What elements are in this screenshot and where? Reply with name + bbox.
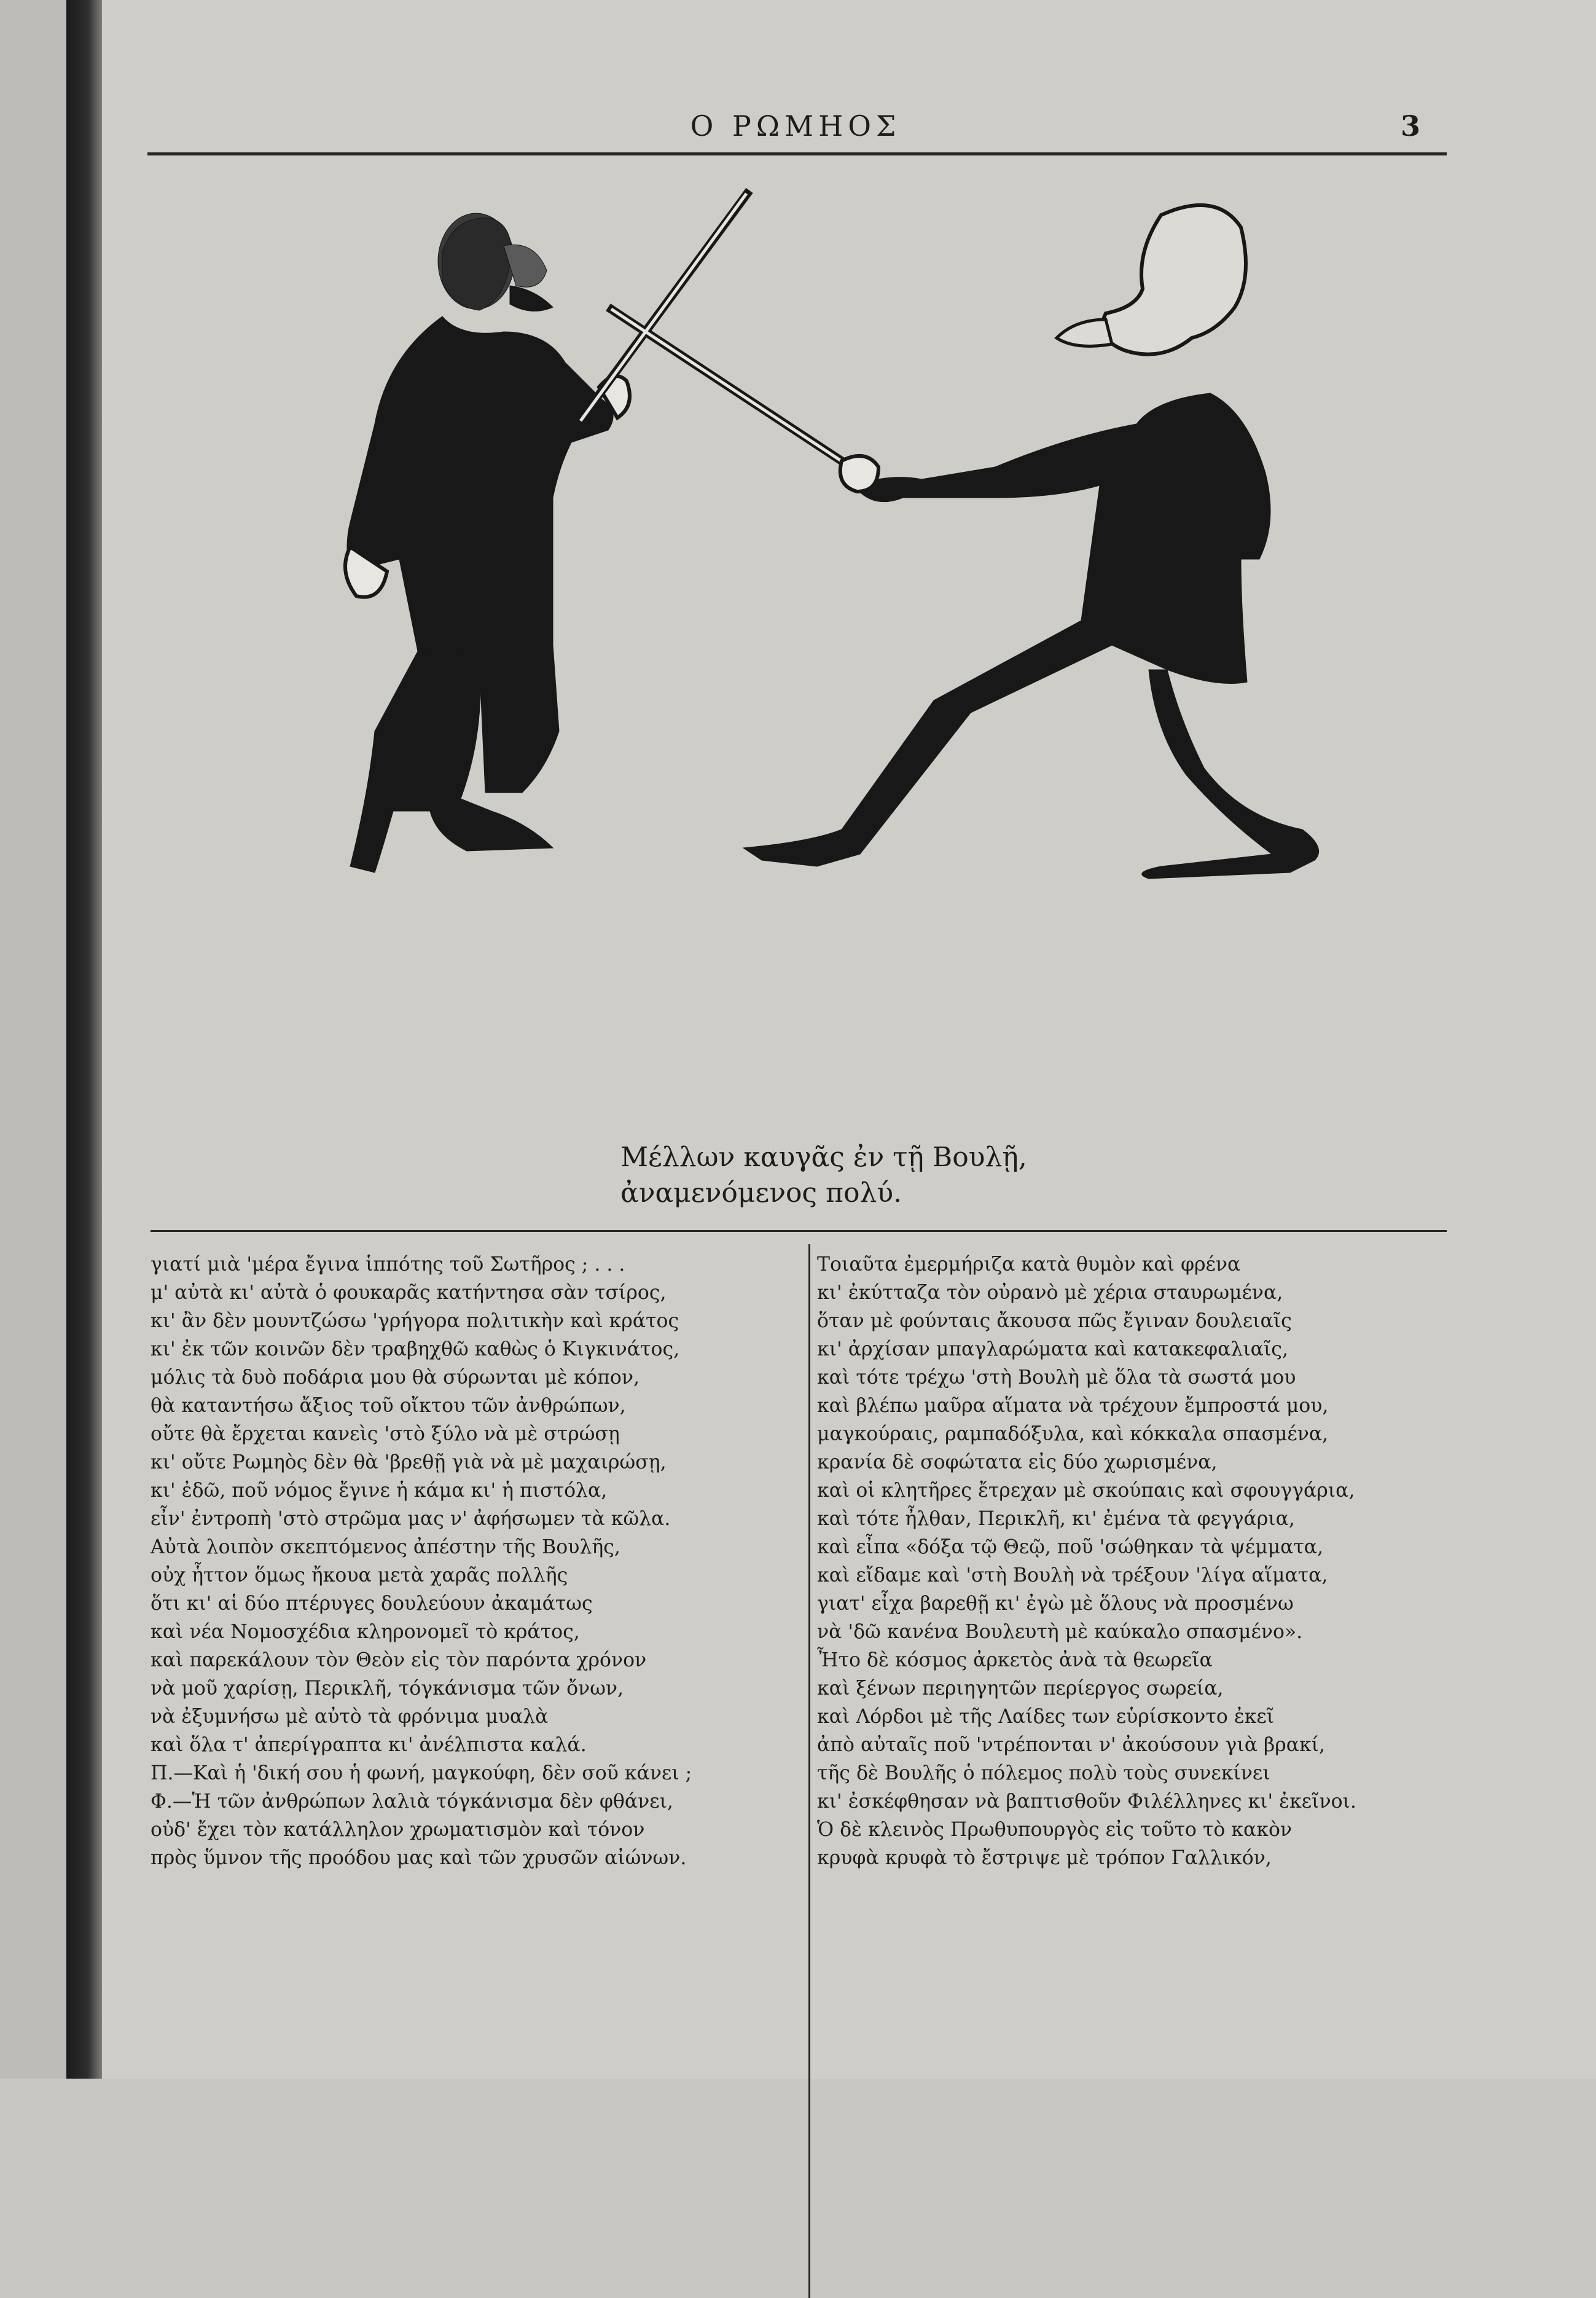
verse-line: τῆς δὲ Βουλῆς ὁ πόλεμος πολὺ τοὺς συνεκίνει — [817, 1762, 1270, 1784]
verse-line: καὶ βλέπω μαῦρα αἵματα νὰ τρέχουν ἔμπροστά μου, — [817, 1395, 1329, 1417]
right-text-column — [817, 1250, 1456, 1872]
verse-line: νὰ ἐξυμνήσω μὲ αὐτὸ τὰ φρόνιμα μυαλὰ — [151, 1706, 549, 1728]
verse-line: ἀπὸ αὐταῖς ποῦ 'ντρέπονται ν' ἀκούσουν γιὰ βρακί, — [817, 1734, 1326, 1756]
verse-line: κι' οὔτε Ρωμηὸς δὲν θὰ 'βρεθῇ γιὰ νὰ μὲ μαχαιρώσῃ, — [151, 1451, 667, 1473]
facing-page-edge — [0, 0, 68, 2079]
verse-line: γιατί μιὰ 'μέρα ἔγινα ἱππότης τοῦ Σωτῆρος ; . . . — [151, 1253, 625, 1276]
verse-line: θὰ καταντήσω ἄξιος τοῦ οἴκτου τῶν ἀνθρώπων, — [151, 1395, 626, 1417]
verse-line: Τοιαῦτα ἐμερμήριζα κατὰ θυμὸν καὶ φρένα — [817, 1253, 1241, 1276]
verse-line: εἶν' ἐντροπὴ 'στὸ στρῶμα μας ν' ἀφήσωμεν τὰ κῶλα. — [151, 1508, 671, 1530]
verse-line: καὶ ὅλα τ' ἀπερίγραπτα κι' ἀνέλπιστα καλά. — [151, 1734, 587, 1756]
verse-line: ὅταν μὲ φούνταις ἄκουσα πῶς ἔγιναν δουλειαῖς — [817, 1310, 1292, 1332]
verse-line: καὶ εἴδαμε καὶ 'στὴ Βουλὴ νὰ τρέξουν 'λίγα αἵματα, — [817, 1564, 1328, 1586]
verse-line: οὐδ' ἔχει τὸν κατάλληλον χρωματισμὸν καὶ τόνον — [151, 1819, 645, 1841]
verse-line: οὐχ ἧττον ὅμως ἤκουα μετὰ χαρᾶς πολλῆς — [151, 1564, 568, 1586]
verse-line: γιατ' εἶχα βαρεθῇ κι' ἐγὼ μὲ ὅλους νὰ προσμένω — [817, 1593, 1294, 1615]
verse-line: καὶ τότε τρέχω 'στὴ Βουλὴ μὲ ὅλα τὰ σωστά μου — [817, 1367, 1296, 1389]
book-binding-shadow — [66, 0, 102, 2079]
verse-line: μόλις τὰ δυὸ ποδάρια μου θὰ σύρωνται μὲ κόπον, — [151, 1367, 640, 1389]
verse-line: κρυφὰ κρυφὰ τὸ ἔστριψε μὲ τρόπον Γαλλικόν, — [817, 1847, 1272, 1869]
verse-line: Π.—Καὶ ἡ 'δική σου ἡ φωνή, μαγκούφη, δὲν σοῦ κάνει ; — [151, 1762, 692, 1784]
verse-line: κι' ἀρχίσαν μπαγλαρώματα καὶ κατακεφαλιαῖς, — [817, 1338, 1288, 1360]
right-figure-caricature — [743, 205, 1319, 879]
masthead-title: Ο ΡΩΜΗΟΣ — [690, 109, 901, 143]
column-divider — [808, 1244, 810, 2298]
verse-line: καὶ εἶπα «δόξα τῷ Θεῷ, ποῦ 'σώθηκαν τὰ ψέμματα, — [817, 1536, 1324, 1558]
page-number: 3 — [1401, 109, 1421, 143]
verse-line: κι' ἐδῶ, ποῦ νόμος ἔγινε ἡ κάμα κι' ἡ πιστόλα, — [151, 1480, 608, 1502]
left-figure-caricature — [345, 213, 630, 873]
verse-line: μαγκούραις, ραμπαδόξυλα, καὶ κόκκαλα σπασμένα, — [817, 1423, 1329, 1445]
illustration-caption — [620, 1140, 1087, 1211]
left-text-column — [151, 1250, 799, 1872]
verse-line: καὶ Λόρδοι μὲ τῆς Λαίδες των εὑρίσκοντο ἐκεῖ — [817, 1706, 1275, 1728]
verse-line: νὰ μοῦ χαρίσῃ, Περικλῆ, τόγκάνισμα τῶν ὄνων, — [151, 1677, 624, 1700]
verse-line: ὅτι κι' αἱ δύο πτέρυγες δουλεύουν ἀκαμάτως — [151, 1593, 593, 1615]
verse-line: καὶ παρεκάλουν τὸν Θεὸν εἰς τὸν παρόντα χρόνον — [151, 1649, 647, 1671]
verse-line: οὔτε θὰ ἔρχεται κανεὶς 'στὸ ξύλο νὰ μὲ στρώσῃ — [151, 1423, 620, 1445]
verse-line: Φ.—Ἡ τῶν ἀνθρώπων λαλιὰ τόγκάνισμα δὲν φθάνει, — [151, 1790, 673, 1813]
verse-line: καὶ οἱ κλητῆρες ἔτρεχαν μὲ σκούπαις καὶ σφουγγάρια, — [817, 1480, 1355, 1502]
verse-line: κι' ἐσκέφθησαν νὰ βαπτισθοῦν Φιλέλληνες κι' ἐκεῖνοι. — [817, 1790, 1356, 1813]
verse-line: καὶ ξένων περιηγητῶν περίεργος σωρεία, — [817, 1677, 1224, 1700]
caption-line-2: ἀναμενόμενος πολύ. — [620, 1177, 902, 1209]
section-rule — [151, 1230, 1447, 1232]
caricature-illustration — [258, 178, 1364, 1106]
verse-line: Ὁ δὲ κλεινὸς Πρωθυπουργὸς εἰς τοῦτο τὸ κακὸν — [817, 1819, 1293, 1841]
verse-line: καὶ τότε ἦλθαν, Περικλῆ, κι' ἐμένα τὰ φεγγάρια, — [817, 1508, 1295, 1530]
verse-line: κρανία δὲ σοφώτατα εἰς δύο χωρισμένα, — [817, 1451, 1218, 1473]
verse-line: καὶ νέα Νομοσχέδια κληρονομεῖ τὸ κράτος, — [151, 1621, 580, 1643]
verse-line: Ἦτο δὲ κόσμος ἀρκετὸς ἀνὰ τὰ θεωρεῖα — [817, 1649, 1213, 1671]
verse-line: Αὐτὰ λοιπὸν σκεπτόμενος ἀπέστην τῆς Βουλῆς, — [151, 1536, 620, 1558]
verse-line: κι' ἐκ τῶν κοινῶν δὲν τραβηχθῶ καθὼς ὁ Κιγκινάτος, — [151, 1338, 680, 1360]
verse-line: κι' ἂν δὲν μουντζώσω 'γρήγορα πολιτικὴν καὶ κράτος — [151, 1310, 679, 1332]
verse-line: μ' αὐτὰ κι' αὐτὰ ὁ φουκαρᾶς κατήντησα σὰν τσίρος, — [151, 1282, 667, 1304]
verse-line: κι' ἐκύτταζα τὸν οὐρανὸ μὲ χέρια σταυρωμένα, — [817, 1282, 1283, 1304]
verse-line: νὰ 'δῶ κανένα Βουλευτὴ μὲ καύκαλο σπασμένο». — [817, 1621, 1303, 1643]
verse-line: πρὸς ὕμνον τῆς προόδου μας καὶ τῶν χρυσῶν αἰώνων. — [151, 1847, 687, 1869]
caption-line-1: Μέλλων καυγᾶς ἐν τῇ Βουλῇ, — [620, 1142, 1027, 1173]
header-rule — [147, 152, 1447, 155]
